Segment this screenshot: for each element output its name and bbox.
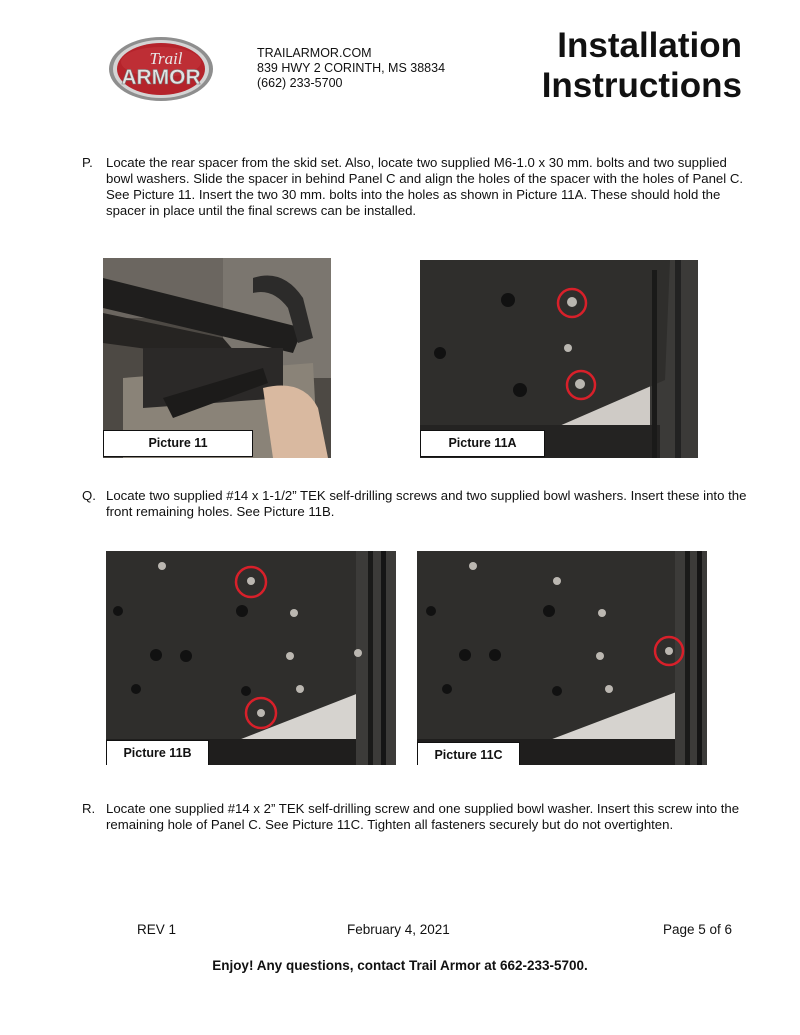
photo-picture-11b xyxy=(106,551,396,765)
step-r xyxy=(82,801,752,833)
step-text: Locate the rear spacer from the skid set. Also, locate two supplied M6-1.0 x 30 mm. bolts and two supplied bowl washers. Slide the spacer in behind Panel C and align the holes of the spacer with the holes of Panel C. See Picture 11. Insert the two 30 mm. bolts into the holes as shown in Picture 11A. These should hold the spacer in place until the final screws can be installed. xyxy=(106,155,744,218)
trail-armor-logo xyxy=(108,36,214,102)
step-letter: R. xyxy=(82,801,96,816)
footer-date: February 4, 2021 xyxy=(347,922,450,937)
footer-page-number: Page 5 of 6 xyxy=(663,922,733,937)
svg-text:ARMOR: ARMOR xyxy=(121,66,201,89)
step-text: Locate two supplied #14 x 1-1/2” TEK self-drilling screws and two supplied bowl washers. Insert these into the front remaining holes. See Picture 11B. xyxy=(106,488,747,519)
company-phone: (662) 233-5700 xyxy=(257,76,343,90)
document-title-line-2: Instructions xyxy=(541,66,742,105)
picture-caption: Picture 11A xyxy=(420,430,545,457)
step-letter: P. xyxy=(82,155,93,170)
step-q xyxy=(82,488,752,520)
company-address: 839 HWY 2 CORINTH, MS 38834 xyxy=(257,61,446,75)
document-title-line-1: Installation xyxy=(557,26,742,65)
footer-revision: REV 1 xyxy=(137,922,177,937)
document-title xyxy=(542,26,742,106)
step-p xyxy=(82,155,752,219)
step-letter: Q. xyxy=(82,488,96,503)
company-website: TRAILARMOR.COM xyxy=(257,46,372,60)
picture-caption: Picture 11B xyxy=(106,740,209,765)
company-contact-block xyxy=(257,46,445,91)
photo-picture-11 xyxy=(103,258,331,458)
svg-text:Trail: Trail xyxy=(149,49,183,68)
picture-caption: Picture 11 xyxy=(103,430,253,457)
step-text: Locate one supplied #14 x 2” TEK self-drilling screw and one supplied bowl washer. Insert this screw into the remaining hole of Panel C. See Picture 11C. Tighten all fasteners securely but do not overtighten. xyxy=(106,801,740,832)
photo-picture-11a xyxy=(420,260,698,458)
footer-contact-note: Enjoy! Any questions, contact Trail Armor at 662-233-5700. xyxy=(212,958,588,973)
picture-caption: Picture 11C xyxy=(417,742,520,765)
photo-picture-11c xyxy=(417,551,707,765)
